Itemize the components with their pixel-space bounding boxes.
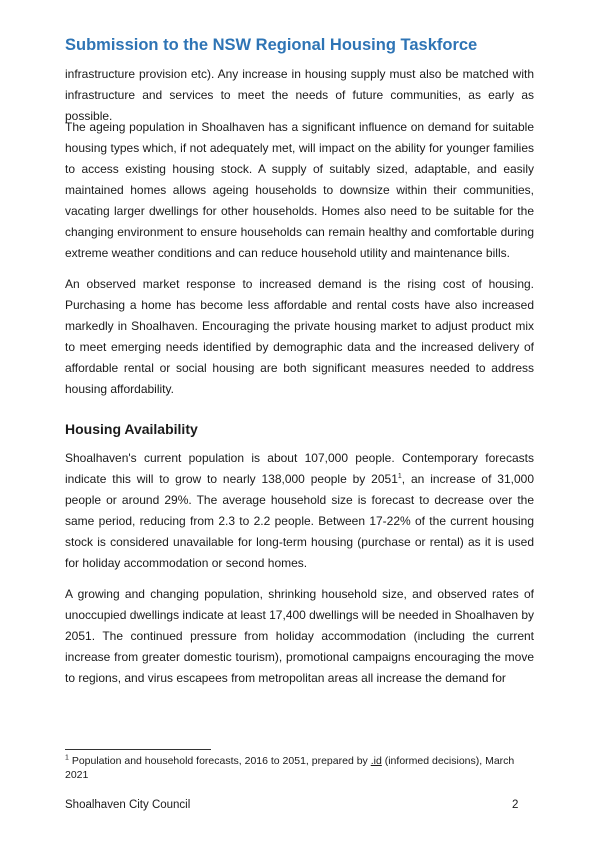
population-text-end: , an increase of 31,000 people or around 29%. The average household size is forecast to decrease over the same period, reducing from 2.3 to 2.2 people. Between 17-22% of the current housing stock is considered unavailable for long-term housing (purchase or rental) as it is used for holiday accommodation or second homes. — [65, 472, 535, 570]
footnote — [65, 755, 525, 782]
page-title: Submission to the NSW Regional Housing Taskforce — [65, 36, 478, 54]
footnote-text-start: Population and household forecasts, 2016 to 2051, prepared by — [68, 755, 371, 767]
population-text-start: Shoalhaven's current population is about 107,000 people. Contemporary forecasts indicate this will to grow to nearly 138,000 people by 2051 — [65, 451, 534, 486]
footnote-marker: 1 — [65, 754, 69, 762]
paragraph-ageing-population: The ageing population in Shoalhaven has a significant influence on demand for suitable housing types which, if not adequately met, will impact on the ability for younger families to access existing housing stock. A supply of suitably sized, adaptable, and easily maintained homes allows ageing households to downsize within their communities, vacating larger dwellings for other households. Homes also need to be suitable for the changing environment to ensure households can remain healthy and comfortable during extreme weather conditions and can reduce household utility and maintenance bills. — [65, 120, 534, 260]
paragraph-market-response: An observed market response to increased demand is the rising cost of housing. Purchasing a home has become less affordable and rental costs have also increased markedly in Shoalhaven. Encouraging the private housing market to adjust product mix to meet emerging needs identified by demographic data and the increased delivery of affordable rental or social housing are both significant measures needed to address housing affordability. — [65, 277, 534, 396]
page-number: 2 — [512, 799, 519, 811]
paragraph-infrastructure: infrastructure provision etc). Any increase in housing supply must also be matched with infrastructure and services to meet the needs of future communities, as early as possible. — [65, 67, 534, 123]
footnote-text-end: (informed decisions), March 2021 — [65, 755, 515, 781]
footnote-reference[interactable]: 1 — [397, 473, 402, 480]
footer-organisation: Shoalhaven City Council — [65, 799, 191, 811]
paragraph-population-forecast — [65, 448, 534, 574]
footnote-link-id[interactable]: .id — [370, 755, 382, 767]
footnote-divider — [65, 749, 211, 750]
section-heading-housing-availability: Housing Availability — [65, 421, 198, 437]
paragraph-dwellings-needed: A growing and changing population, shrinking household size, and observed rates of unoccupied dwellings indicate at least 17,400 dwellings will be needed in Shoalhaven by 2051. The continued pressure from holiday accommodation (including the current increase from greater domestic tourism), promotional campaigns encouraging the move to regions, and virus escapees from metropolitan areas all increase the demand for — [65, 587, 534, 685]
